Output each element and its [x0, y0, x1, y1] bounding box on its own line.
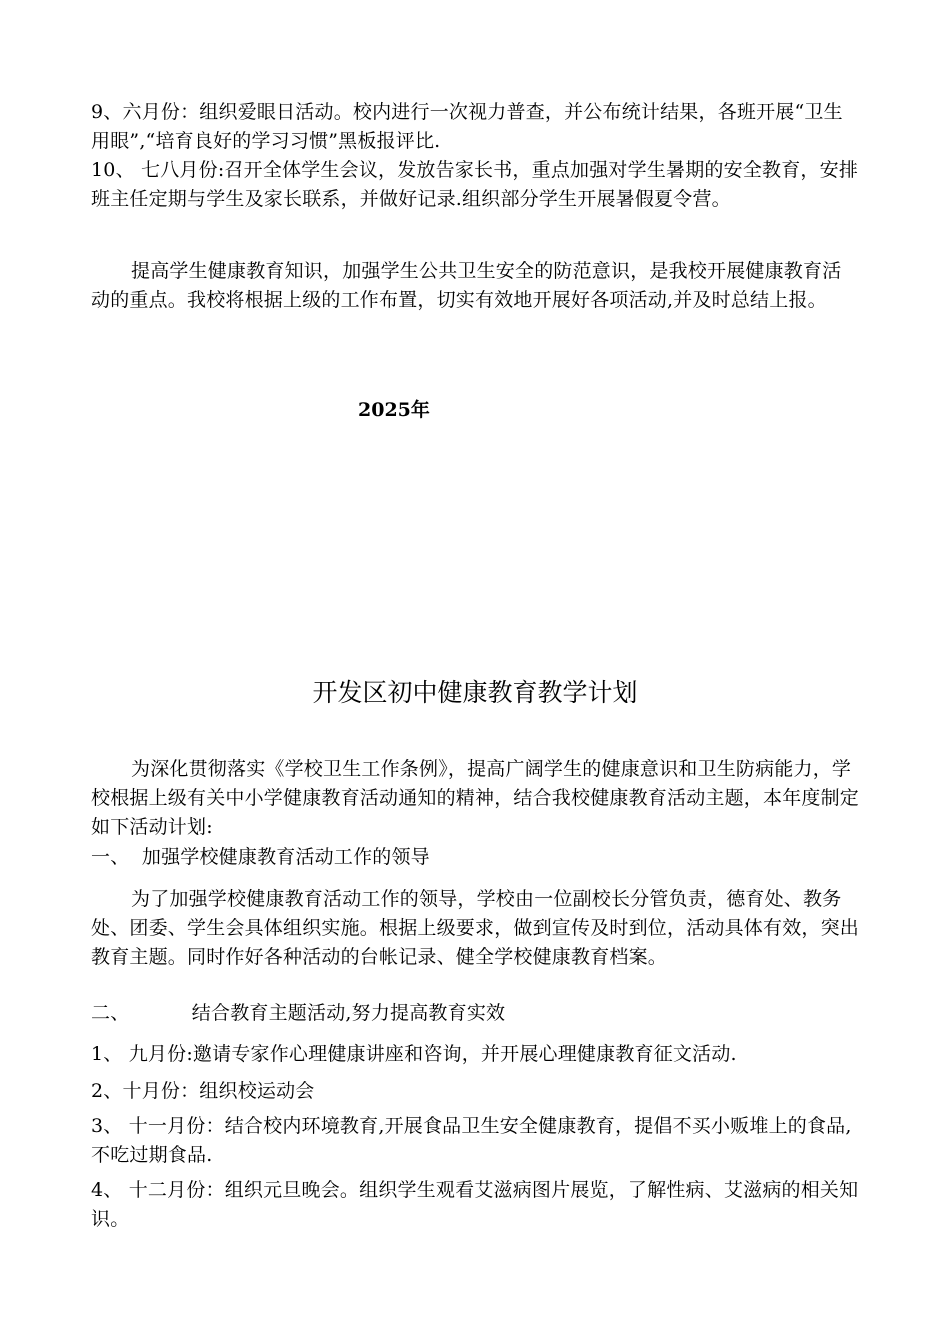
- document-year: 2025年: [358, 399, 430, 421]
- item-june: 9、六月份：组织爱眼日活动。校内进行一次视力普查，并公布统计结果，各班开展“卫生用眼”,“培育良好的学习习惯”黑板报评比.: [91, 101, 843, 152]
- list-item-october: 2、十月份：组织校运动会: [91, 1080, 315, 1102]
- item-july-august: 10、 七八月份:召开全体学生会议，发放告家长书，重点加强对学生暑期的安全教育，安排班主任定期与学生及家长联系，并做好记录.组织部分学生开展暑假夏令营。: [91, 159, 859, 210]
- closing-paragraph: 提高学生健康教育知识，加强学生公共卫生安全的防范意识，是我校开展健康教育活动的重点。我校将根据上级的工作布置，切实有效地开展好各项活动,并及时总结上报。: [91, 260, 842, 311]
- plan-title: 开发区初中健康教育教学计划: [312, 678, 638, 707]
- intro-paragraph: 为深化贯彻落实《学校卫生工作条例》，提高广阔学生的健康意识和卫生防病能力，学校根据上级有关中小学健康教育活动通知的精神，结合我校健康教育活动主题，本年度制定如下活动计划:: [91, 758, 860, 838]
- list-item-september: 1、 九月份:邀请专家作心理健康讲座和咨询，并开展心理健康教育征文活动.: [91, 1043, 737, 1065]
- section-1-body: 为了加强学校健康教育活动工作的领导，学校由一位副校长分管负责，德育处、教务处、团委、学生会具体组织实施。根据上级要求，做到宣传及时到位，活动具体有效，突出教育主题。同时作好各种活动的台帐记录、健全学校健康教育档案。: [91, 888, 860, 968]
- section-1-heading: 一、 加强学校健康教育活动工作的领导: [91, 846, 430, 868]
- list-item-december: 4、 十二月份：组织元旦晚会。组织学生观看艾滋病图片展览，了解性病、艾滋病的相关知识。: [91, 1179, 859, 1230]
- list-item-november: 3、 十一月份：结合校内环境教育,开展食品卫生安全健康教育，提倡不买小贩堆上的食品,不吃过期食品.: [91, 1115, 852, 1166]
- section-2-heading: 二、 结合教育主题活动,努力提高教育实效: [91, 1002, 506, 1024]
